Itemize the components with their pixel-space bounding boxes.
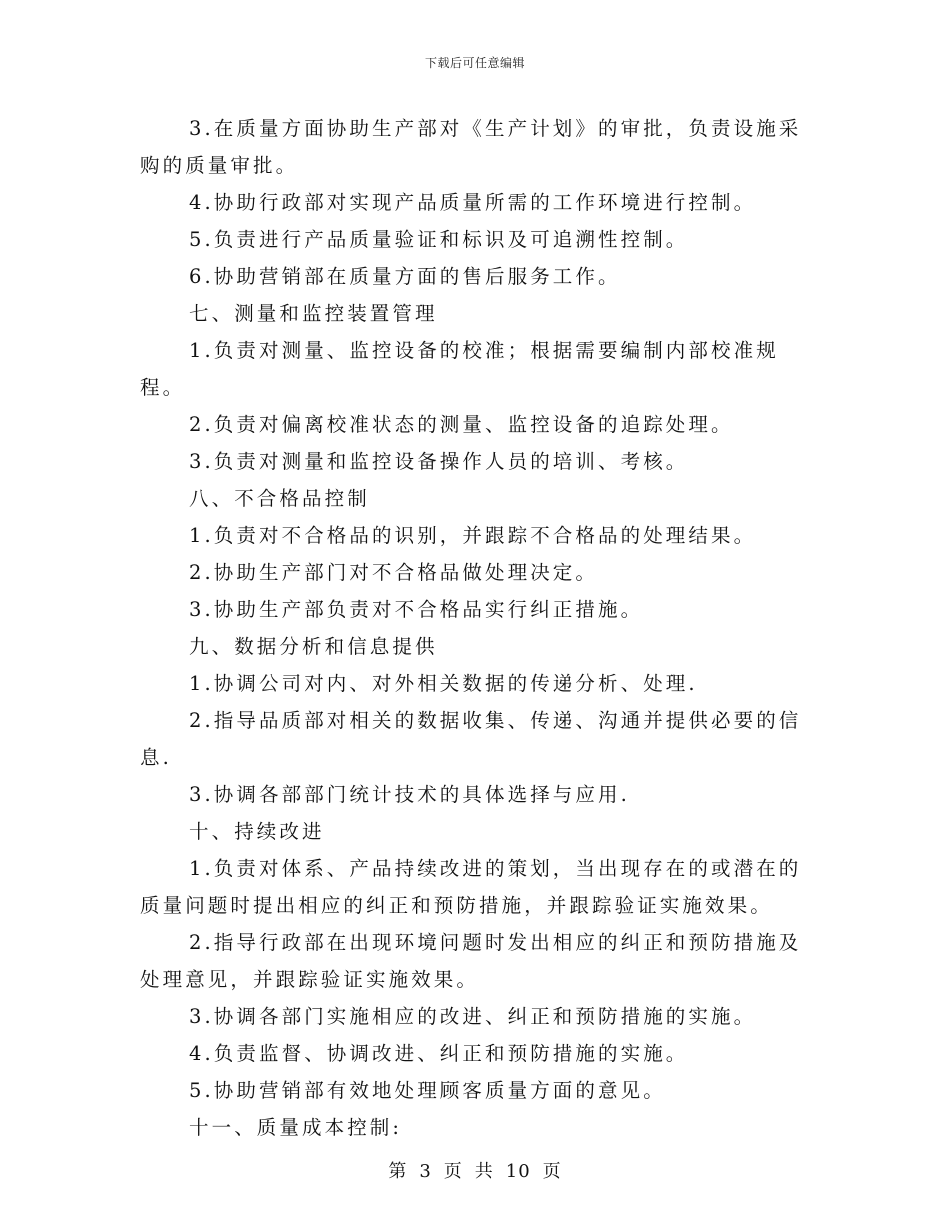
paragraph-8-1: 1.负责对不合格品的识别，并跟踪不合格品的处理结果。: [189, 524, 757, 547]
paragraph-10-5: 5.协助营销部有效地处理顾客质量方面的意见。: [189, 1079, 666, 1102]
paragraph-7-1: 1.负责对测量、监控设备的校准；根据需要编制内部校准规程。: [140, 339, 779, 399]
page-label-suffix: 页: [542, 1161, 562, 1182]
current-page-number: 3: [419, 1161, 432, 1182]
paragraph-5-verification: 5.负责进行产品质量验证和标识及可追溯性控制。: [189, 228, 689, 251]
paragraph-8-3: 3.协助生产部负责对不合格品实行纠正措施。: [189, 598, 644, 621]
total-label: 共: [474, 1161, 494, 1182]
paragraph-9-2: 2.指导品质部对相关的数据收集、传递、沟通并提供必要的信息.: [140, 709, 802, 769]
paragraph-10-1: 1.负责对体系、产品持续改进的策划，当出现存在的或潜在的质量问题时提出相应的纠正和预防措施，并跟踪验证实施效果。: [140, 857, 802, 917]
section-heading-10: 十、持续改进: [189, 820, 325, 843]
page-label: 页: [443, 1161, 463, 1182]
page-header: 下载后可任意编辑: [424, 56, 525, 70]
paragraph-10-3: 3.协调各部门实施相应的改进、纠正和预防措施的实施。: [189, 1005, 757, 1028]
paragraph-8-2: 2.协助生产部门对不合格品做处理决定。: [189, 561, 599, 584]
paragraph-10-2: 2.指导行政部在出现环境问题时发出相应的纠正和预防措施及处理意见，并跟踪验证实施效果。: [140, 931, 802, 991]
total-pages-number: 10: [505, 1161, 531, 1182]
paragraph-6-after-sales: 6.协助营销部在质量方面的售后服务工作。: [189, 265, 621, 288]
document-body: [140, 110, 816, 1146]
paragraph-3-planning-approval: 3.在质量方面协助生产部对《生产计划》的审批，负责设施采购的质量审批。: [140, 117, 802, 177]
paragraph-9-3: 3.协调各部部门统计技术的具体选择与应用.: [189, 783, 630, 806]
paragraph-10-4: 4.负责监督、协调改进、纠正和预防措施的实施。: [189, 1042, 689, 1065]
paragraph-7-2: 2.负责对偏离校准状态的测量、监控设备的追踪处理。: [189, 413, 734, 436]
page-label-prefix: 第: [388, 1161, 408, 1182]
paragraph-9-1: 1.协调公司对内、对外相关数据的传递分析、处理.: [189, 672, 698, 695]
paragraph-7-3: 3.负责对测量和监控设备操作人员的培训、考核。: [189, 450, 689, 473]
section-heading-9: 九、数据分析和信息提供: [189, 635, 438, 658]
paragraph-4-work-environment: 4.协助行政部对实现产品质量所需的工作环境进行控制。: [189, 191, 757, 214]
section-heading-8: 八、不合格品控制: [189, 487, 370, 510]
page-footer: [0, 1157, 950, 1183]
section-heading-11: 十一、质量成本控制:: [189, 1116, 403, 1139]
section-heading-7: 七、测量和监控装置管理: [189, 302, 438, 325]
